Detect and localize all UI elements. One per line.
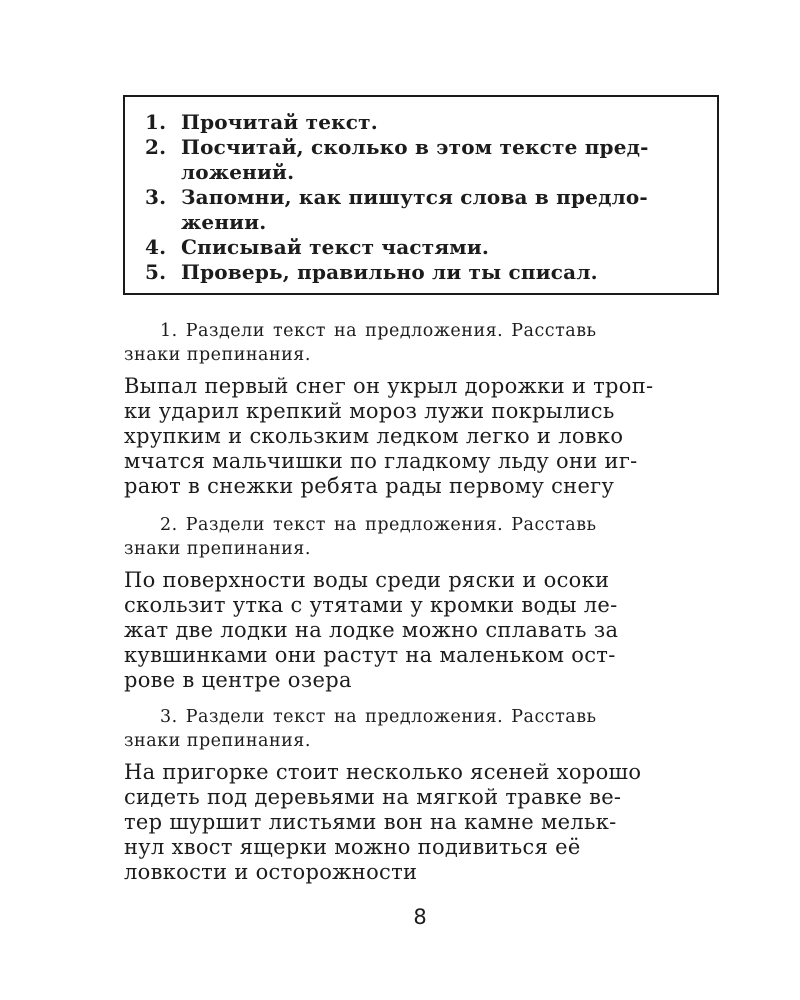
passage-line: тер шуршит листьями вон на камне мельк- (124, 810, 617, 834)
rule-text (181, 110, 707, 135)
rule-text (181, 260, 707, 285)
passage-line: хрупким и скользким ледком легко и ловко (124, 424, 624, 448)
task-line: знаки препинания. (124, 731, 311, 751)
rule-item (145, 235, 707, 260)
task-line: 2. Раздели текст на предложения. Расставь (160, 515, 597, 535)
rule-item (145, 110, 707, 135)
rule-item (145, 135, 707, 185)
passage-line: По поверхности воды среди ряски и осоки (124, 568, 610, 592)
passage-line: рают в снежки ребята рады первому снегу (124, 474, 615, 498)
rule-number: 4. (145, 235, 167, 259)
passage-line: рове в центре озера (124, 668, 352, 692)
rule-item (145, 185, 707, 235)
task-line: 1. Раздели текст на предложения. Расставь (160, 321, 597, 341)
passage-line: Выпал первый снег он укрыл дорожки и троп- (124, 374, 654, 398)
passage-line: жат две лодки на лодке можно сплавать за (124, 618, 619, 642)
exercise-passage (124, 760, 724, 885)
task-line: знаки препинания. (124, 345, 311, 365)
rule-number: 2. (145, 135, 167, 159)
passage-line: сидеть под деревьями на мягкой травке ве- (124, 785, 622, 809)
passage-line: ки ударил крепкий мороз лужи покрылись (124, 399, 615, 423)
rule-line: Списывай текст частями. (181, 235, 490, 259)
exercise-task (124, 705, 724, 753)
rule-line: жении. (181, 210, 267, 234)
passage-line: кувшинками они растут на маленьком ост- (124, 643, 616, 667)
exercise-3 (124, 705, 724, 885)
passage-line: ловкости и осторожности (124, 860, 418, 884)
passage-line: мчатся мальчишки по гладкому льду они иг- (124, 449, 638, 473)
rule-line: ложений. (181, 160, 295, 184)
rule-line: Запомни, как пишутся слова в предло- (181, 185, 648, 209)
rule-line: Прочитай текст. (181, 110, 378, 134)
rules-list (145, 110, 707, 285)
exercise-passage (124, 374, 724, 499)
rule-line: Посчитай, сколько в этом тексте пред- (181, 135, 649, 159)
passage-line: скользит утка с утятами у кромки воды ле- (124, 593, 618, 617)
rule-text (181, 185, 707, 235)
page-number: 8 (413, 905, 427, 929)
exercise-task (124, 513, 724, 561)
exercise-task (124, 319, 724, 367)
passage-line: нул хвост ящерки можно подивиться её (124, 835, 581, 859)
task-line: знаки препинания. (124, 539, 311, 559)
exercise-passage (124, 568, 724, 693)
rule-number: 3. (145, 185, 167, 209)
rules-box (123, 95, 719, 295)
task-line: 3. Раздели текст на предложения. Расставь (160, 707, 597, 727)
rule-line: Проверь, правильно ли ты списал. (181, 260, 598, 284)
exercise-2 (124, 513, 724, 693)
rule-text (181, 235, 707, 260)
rule-text (181, 135, 707, 185)
passage-line: На пригорке стоит несколько ясеней хорошо (124, 760, 642, 784)
rule-item (145, 260, 707, 285)
rule-number: 1. (145, 110, 167, 134)
exercise-1 (124, 319, 724, 499)
rule-number: 5. (145, 260, 167, 284)
